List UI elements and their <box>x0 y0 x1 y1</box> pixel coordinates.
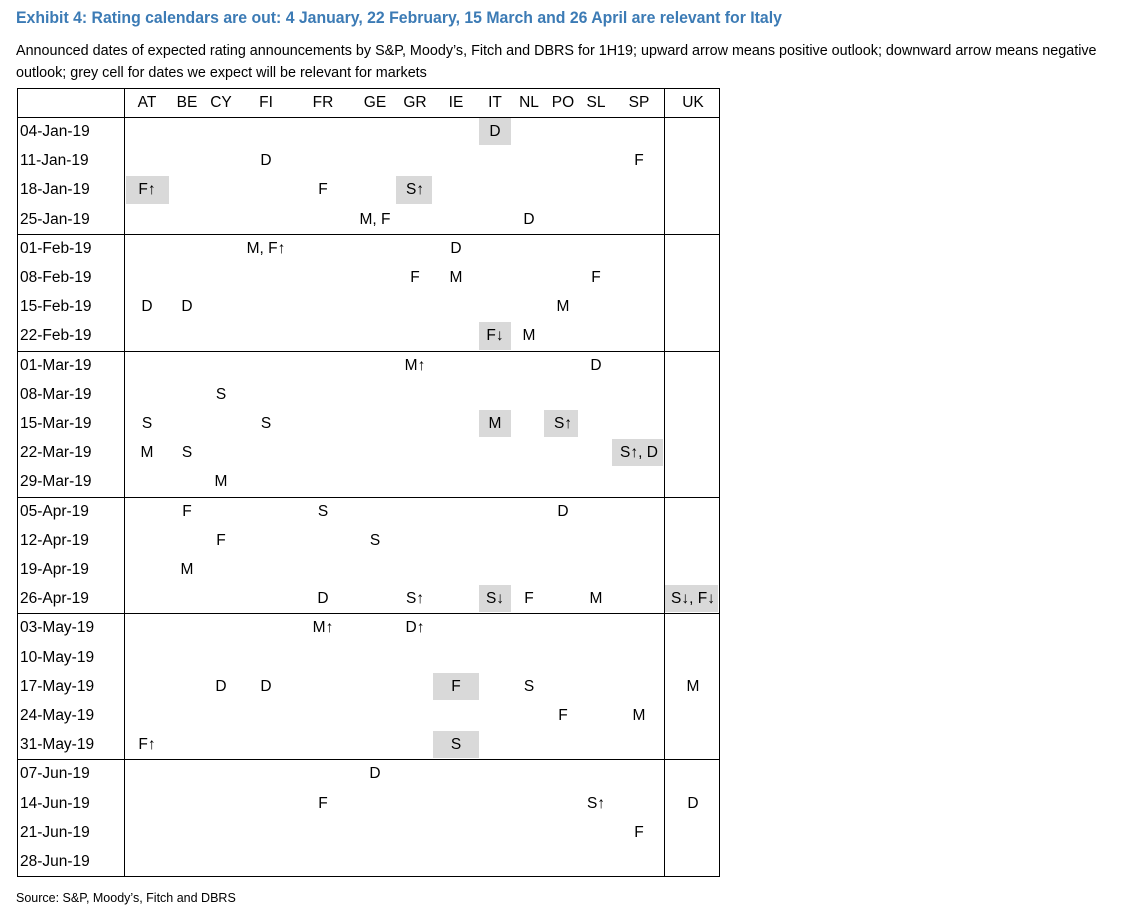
row-date: 31-May-19 <box>20 736 95 754</box>
rating-cell-sl: S↑ <box>586 794 606 812</box>
rating-cell-cy: M <box>214 473 228 491</box>
rating-cell-cy: S <box>215 385 227 403</box>
rating-cell-fr: M↑ <box>312 619 334 637</box>
rating-cell-ie: F <box>451 677 461 695</box>
rating-cell-po: M <box>556 298 570 316</box>
rating-cell-fi: S <box>260 415 272 432</box>
column-header-nl: NL <box>519 94 539 111</box>
row-date: 19-Apr-19 <box>20 561 89 578</box>
rating-cell-ge: D <box>369 765 381 783</box>
rating-cell-sl: F <box>591 269 601 286</box>
row-date: 29-Mar-19 <box>20 473 92 491</box>
row-date: 01-Mar-19 <box>20 356 92 374</box>
rating-cell-cy: F <box>216 531 226 549</box>
exhibit-subtitle: Announced dates of expected rating announcements by S&P, Moody’s, Fitch and DBRS for 1H19; upward arrow means positive outlook; downward arrow means negative outlook; grey cell for dates we expect will be relevant for markets <box>16 43 1097 81</box>
row-date: 18-Jan-19 <box>20 181 90 199</box>
rating-cell-at: F↑ <box>138 736 156 754</box>
rating-cell-sp: F <box>634 823 644 841</box>
rating-cell-ie: M <box>449 269 463 286</box>
column-header-gr: GR <box>403 94 427 111</box>
rating-cell-gr: S↑ <box>405 181 425 199</box>
rating-cell-fr: F <box>318 181 328 199</box>
rating-cell-be: D <box>181 298 193 316</box>
row-date: 07-Jun-19 <box>20 765 90 783</box>
rating-cell-sl: M <box>589 590 603 608</box>
row-date: 08-Feb-19 <box>20 269 92 286</box>
rating-cell-fr: S <box>317 502 329 520</box>
rating-cell-gr: S↑ <box>405 590 425 608</box>
rating-cell-fi: D <box>260 152 272 170</box>
rating-cell-po: D <box>557 502 569 520</box>
row-date: 11-Jan-19 <box>20 152 89 170</box>
row-date: 10-May-19 <box>20 648 95 666</box>
row-date: 15-Mar-19 <box>20 415 92 432</box>
rating-cell-at: M <box>140 444 154 462</box>
rating-cell-it: S↓ <box>485 590 505 608</box>
rating-cell-be: M <box>180 561 194 578</box>
rating-cell-ie: D <box>450 239 462 257</box>
rating-cell-po: S↑ <box>553 415 573 432</box>
rating-cell-it: F↓ <box>486 327 504 345</box>
rating-cell-at: S <box>141 415 153 432</box>
row-date: 14-Jun-19 <box>20 794 90 812</box>
rating-cell-at: F↑ <box>138 181 156 199</box>
row-date: 05-Apr-19 <box>20 502 89 520</box>
rating-cell-it: D <box>489 123 501 140</box>
row-date: 24-May-19 <box>20 707 95 724</box>
rating-cell-ge: S <box>369 531 381 549</box>
rating-cell-gr: M↑ <box>404 356 426 374</box>
rating-cell-nl: S <box>523 677 535 695</box>
rating-cell-sp: M <box>632 707 646 724</box>
row-date: 12-Apr-19 <box>20 531 89 549</box>
rating-cell-sl: D <box>590 356 602 374</box>
column-header-be: BE <box>176 94 198 111</box>
rating-cell-uk: S↓, F↓ <box>671 590 715 608</box>
rating-cell-fr: F <box>318 794 328 812</box>
rating-cell-cy: D <box>215 677 227 695</box>
column-header-sp: SP <box>628 94 650 111</box>
rating-cell-be: F <box>182 502 192 520</box>
column-header-ie: IE <box>448 94 464 111</box>
row-date: 15-Feb-19 <box>20 298 92 316</box>
column-header-fr: FR <box>312 94 334 111</box>
rating-cell-sp: S↑, D <box>620 444 658 462</box>
rating-cell-at: D <box>141 298 153 316</box>
row-date: 01-Feb-19 <box>20 239 92 257</box>
column-header-po: PO <box>551 94 575 111</box>
row-date: 21-Jun-19 <box>20 823 90 841</box>
rating-cell-gr: F <box>410 269 420 286</box>
rating-cell-fi: D <box>260 677 272 695</box>
row-date: 17-May-19 <box>20 677 95 695</box>
row-date: 25-Jan-19 <box>20 210 90 228</box>
rating-cell-ie: S <box>450 736 462 754</box>
row-date: 22-Feb-19 <box>20 327 92 345</box>
column-header-it: IT <box>488 94 502 111</box>
row-date: 08-Mar-19 <box>20 385 92 403</box>
rating-cell-nl: M <box>522 327 536 345</box>
rating-cell-ge: M, F <box>359 210 391 228</box>
rating-cell-fr: D <box>317 590 329 608</box>
month-block <box>17 234 720 352</box>
column-header-ge: GE <box>363 94 387 111</box>
rating-cell-nl: D <box>523 210 535 228</box>
rating-cell-sp: F <box>634 152 644 170</box>
column-header-at: AT <box>137 94 157 111</box>
rating-cell-uk: M <box>686 677 700 695</box>
rating-cell-it: M <box>488 415 502 432</box>
row-date: 28-Jun-19 <box>20 853 90 870</box>
column-header-uk: UK <box>682 94 704 111</box>
exhibit-title: Exhibit 4: Rating calendars are out: 4 January, 22 February, 15 March and 26 April are relevant for Italy <box>16 8 782 27</box>
row-date: 26-Apr-19 <box>20 590 89 608</box>
row-date: 22-Mar-19 <box>20 444 92 462</box>
column-header-cy: CY <box>210 94 232 111</box>
rating-cell-uk: D <box>687 794 699 812</box>
source-note: Source: S&P, Moody’s, Fitch and DBRS <box>16 891 236 905</box>
rating-cell-po: F <box>558 707 568 724</box>
column-header-sl: SL <box>586 94 606 111</box>
column-header-fi: FI <box>259 94 273 111</box>
row-date: 04-Jan-19 <box>20 123 90 140</box>
rating-cell-fi: M, F↑ <box>246 239 286 257</box>
rating-cell-be: S <box>181 444 193 462</box>
row-date: 03-May-19 <box>20 619 95 637</box>
rating-cell-nl: F <box>524 590 534 608</box>
rating-cell-gr: D↑ <box>405 619 425 637</box>
